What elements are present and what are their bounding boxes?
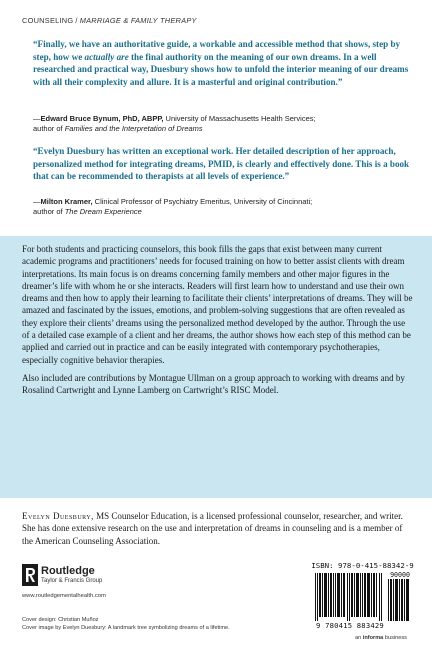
author-name: Evelyn Duesbury,: [22, 511, 94, 521]
description-paragraph: For both students and practicing counselors, this book fills the gaps that exist between many current academic programs and practitioners’ needs for focused training on how to better assist clients with dream interpretations. Its main focus is on dreams concerning family members and other major figures in the dreamer’s life with whom he or she interacts. Readers will first learn how to understand and use their own dreams and then how to apply their learning to facilitate their clients’ interpretations of dreams. They will be amazed and fascinated by the issues, emotions, and problem-solving suggestions that are often revealed as they explore their clients’ dreams using the personalized method developed by the author. Through the use of a detailed case example of a client and her dreams, the author shows how each step of this method can be applied and carried out in practice and can be easily integrated with contemporary psychotherapies, especially cognitive behavior therapies.: [22, 244, 413, 365]
category-label: COUNSELING / MARRIAGE & FAMILY THERAPY: [22, 16, 197, 25]
price-barcode-icon: [388, 579, 410, 621]
publisher-website[interactable]: www.routledgementalhealth.com: [22, 593, 106, 599]
routledge-logo-icon: [22, 564, 38, 586]
endorsement-quote-1: “Finally, we have an authoritative guide, a workable and accessible method that shows, step by step, how we actually are the final authority on the meaning of our own dreams. In a well researched and practical way, Duesbury shows how to unfold the interior meaning of our dreams with all their complexity and allure. It is a masterful and original contribution.”: [33, 39, 409, 87]
endorsement-attribution-2: —Milton Kramer, Clinical Professor of Psychiatry Emeritus, University of Cincinnati; author of The Dream Experience: [33, 197, 313, 216]
book-description: [22, 243, 414, 403]
isbn-label: ISBN: 978-0-415-88342-9: [311, 561, 414, 570]
ean-barcode-icon: [314, 573, 384, 621]
informa-business-label: an informa business: [355, 635, 407, 641]
endorsement-attribution-1: —Edward Bruce Bynum, PhD, ABPP, University of Massachusetts Health Services; author of Families and the Interpretation of Dreams: [33, 114, 316, 133]
price-code: 90000: [390, 571, 410, 579]
barcode-digits: 9 780415 883429: [316, 621, 384, 630]
isbn-barcode-block: [310, 561, 415, 631]
endorsement-quote-2: “Evelyn Duesbury has written an exceptional work. Her detailed description of her approach, personalized method for integrating dreams, PMID, is clearly and effectively done. This is a book that can be recommended to therapists at all levels of experience.”: [33, 146, 410, 182]
publisher-name: Routledge Taylor & Francis Group: [41, 565, 103, 584]
author-bio: Evelyn Duesbury, MS Counselor Education, is a licensed professional counselor, researcher, and writer. She has done extensive research on the use and interpretation of dreams in counseling and is a member of the American Counseling Association.: [22, 511, 403, 546]
description-paragraph: Also included are contributions by Montague Ullman on a group approach to working with dreams and by Rosalind Cartwright and Lynne Lamberg on Cartwright’s RISC Model.: [22, 372, 405, 396]
cover-credits: Cover design: Christian Muñoz Cover image by Evelyn Duesbury: A landmark tree symbolizing dreams of a lifetime.: [22, 617, 230, 631]
